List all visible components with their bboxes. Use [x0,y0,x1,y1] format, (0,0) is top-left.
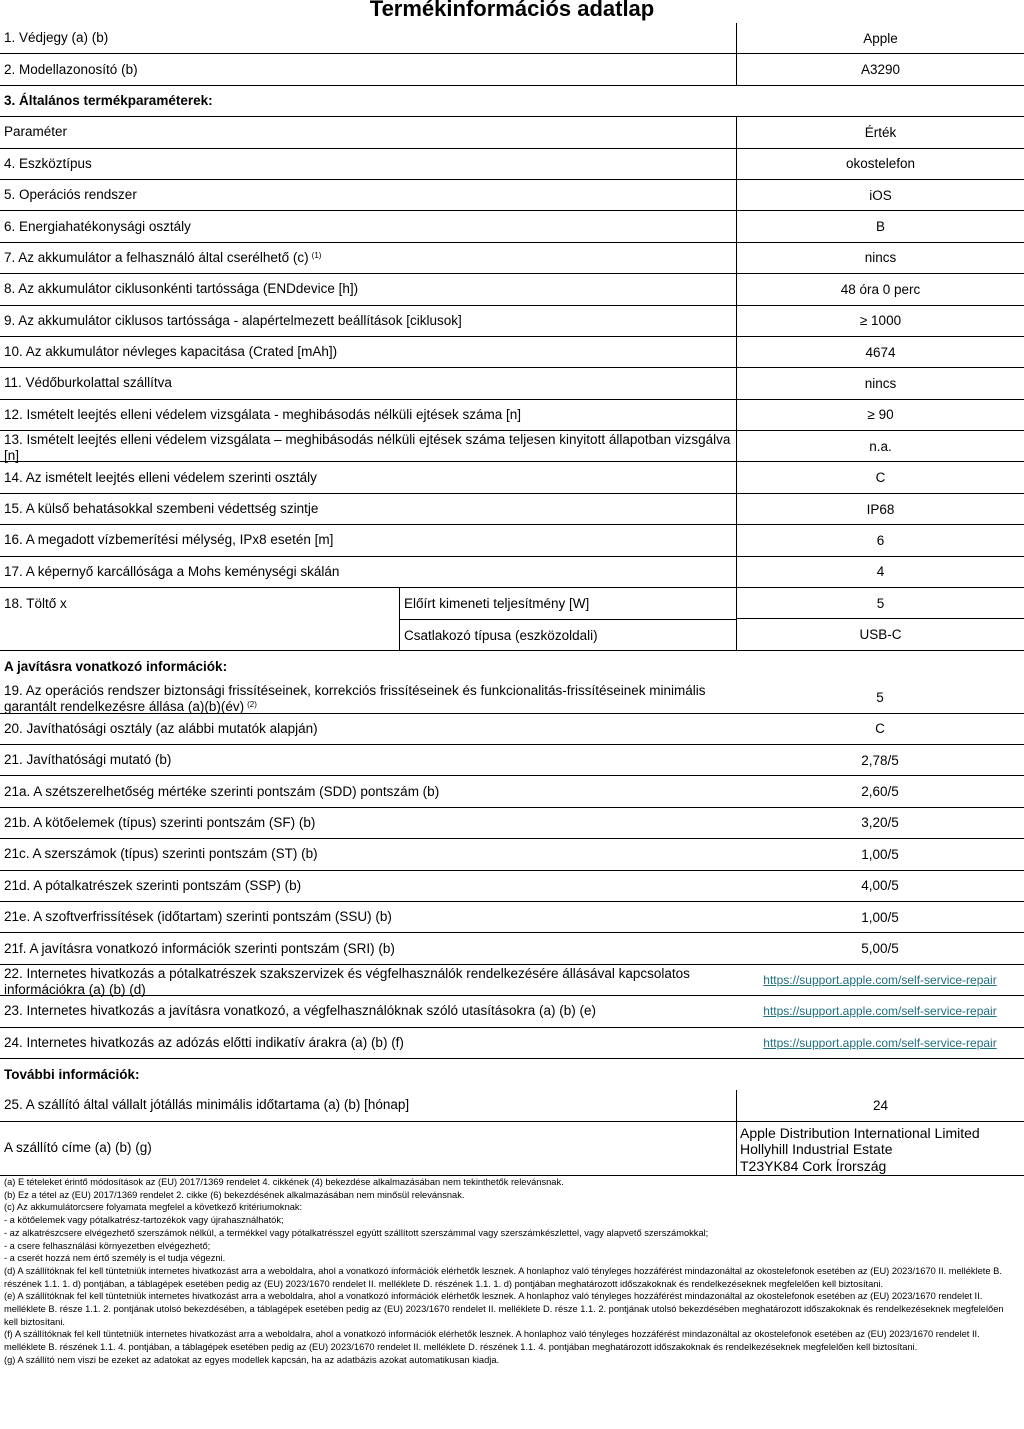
row-value: B [736,211,1024,241]
table-row [0,274,1024,305]
table-row [0,557,1024,588]
table-row [0,745,1024,776]
table-row [0,839,1024,870]
footnote-marker: (1) [311,250,322,260]
table-row [0,400,1024,431]
row-label: 25. A szállító által vállalt jótállás minimális időtartama (a) (b) [hónap] [4,1097,410,1113]
row-value: nincs [736,243,1024,273]
row-label: 15. A külső behatásokkal szembeni védettség szintje [4,501,319,517]
table-row [0,306,1024,337]
section-heading-row [0,1059,1024,1090]
row-value: 3,20/5 [861,815,899,831]
section-heading: 3. Általános termékparaméterek: [4,92,213,108]
table-row [0,714,1024,745]
row-label: 5. Operációs rendszer [4,187,137,203]
row-value: 6 [736,525,1024,555]
row-label: 18. Töltő x [4,595,67,611]
row-label: 23. Internetes hivatkozás a javításra vonatkozó, a végfelhasználóknak szóló utasításokra (a) (b) (e) [4,1003,597,1019]
table-row [0,211,1024,242]
page-title: Termékinformációs adatlap [369,0,655,21]
row-value: ≥ 1000 [736,306,1024,336]
footnote: (g) A szállító nem viszi be ezeket az adatokat az egyes modellek kapcsán, ha az adatbázis azokat automatikusan kiadja. [4,1354,500,1365]
table-row [0,1090,1024,1121]
row-label: 6. Energiahatékonysági osztály [4,218,191,234]
row-label: 4. Eszköztípus [4,155,92,171]
footnote: (c) Az akkumulátorcsere folyamata megfelel a következő kritériumoknak: [4,1202,303,1213]
self-service-repair-link[interactable]: https://support.apple.com/self-service-repair [763,1035,997,1050]
column-header-parameter: Paraméter [4,124,68,140]
row-value: Apple [736,23,1024,53]
table-row [0,902,1024,933]
footnote: - az alkatrészcsere elvégezhető szerszámok nélkül, a termékkel vagy pótalkatrésszel együtt szállított szerszámmal vagy szerszámkészlettel, vagy alapvető szerszámokkal; [4,1227,709,1238]
row-value: nincs [736,368,1024,398]
row-value: 48 óra 0 perc [736,274,1024,304]
charger-sub-label: Előírt kimeneti teljesítmény [W] [399,588,736,619]
product-info-table [0,23,1024,1176]
table-row [0,149,1024,180]
table-row [0,243,1024,274]
charger-row [0,588,1024,619]
footnotes [4,1176,1020,1367]
row-label-container [4,243,732,273]
row-value: 2,78/5 [861,752,899,768]
table-row [0,808,1024,839]
footnote: - a csere felhasználási környezetben elvégezhető; [4,1240,211,1251]
table-header-row [0,117,1024,148]
row-value: ≥ 90 [736,400,1024,430]
row-value: 5,00/5 [861,941,899,957]
address-line: T23YK84 Cork Írország [740,1157,887,1174]
row-label: 20. Javíthatósági osztály (az alábbi mutatók alapján) [4,720,318,736]
row-label: 21f. A javításra vonatkozó információk szerinti pontszám (SRI) (b) [4,940,395,956]
row-value: USB-C [736,619,1024,649]
table-row [0,180,1024,211]
row-label: 8. Az akkumulátor ciklusonkénti tartóssága (ENDdevice [h]) [4,281,359,297]
table-row [0,494,1024,525]
column-header-value: Érték [736,117,1024,147]
row-label: 11. Védőburkolattal szállítva [4,375,172,391]
table-row [0,933,1024,964]
table-row [0,1028,1024,1059]
row-value: 1,00/5 [861,846,899,862]
row-value: iOS [736,180,1024,210]
charger-sub-label: Csatlakozó típusa (eszközoldali) [399,619,736,649]
table-row [0,337,1024,368]
row-label: 1. Védjegy (a) (b) [4,30,109,46]
row-label: 13. Ismételt leejtés elleni védelem vizsgálata – meghibásodás nélküli ejtések száma teljesen kinyitott állapotban vizsgálva [n] [4,432,731,464]
row-label: 21. Javíthatósági mutató (b) [4,752,172,768]
self-service-repair-link[interactable]: https://support.apple.com/self-service-repair [763,972,997,987]
row-value: 4674 [736,337,1024,367]
footnote: (f) A szállítóknak fel kell tüntetniük internetes hivatkozást arra a weboldalra, ahol a vonatkozó információk elérhetők lesznek. A honlaphoz való tényleges hozzáférést mindazonáltal az okostelefonok esetében az (EU) 2023/1670 rendelet II. melléklete B. részének 1.1. 4. pontjában, a táblagépek esetében pedig az (EU) 2023/1670 rendelet II. melléklete D. részének 1.1. 4. pontjában meghatározott időszakoknak és rendelkezéseknek megfelelően kell biztosítani. [4,1329,980,1353]
row-label: 21a. A szétszerelhetőség mértéke szerinti pontszám (SDD) pontszám (b) [4,783,440,799]
address-line: Hollyhill Industrial Estate [740,1141,893,1158]
section-heading-row [0,651,1024,682]
row-label: 14. Az ismételt leejtés elleni védelem szerinti osztály [4,469,317,485]
footnote-marker: (2) [247,700,257,710]
row-value: 5 [876,689,884,705]
footnote: (a) E tételeket érintő módosítások az (EU) 2017/1369 rendelet 4. cikkének (4) bekezdése alkalmazásában nem tekinthetők relevánsnak. [4,1177,564,1187]
footnote: (d) A szállítóknak fel kell tüntetniük internetes hivatkozást arra a weboldalra, ahol a vonatkozó információk elérhetők lesznek. A honlaphoz való tényleges hozzáférést mindazonáltal az okostelefonok esetében az (EU) 2023/1670 II. melléklete B. részének 1.1. 1. d) pontjában, a táblagépek esetében pedig az (EU) 2023/1670 rendelet II. melléklete D. részének 1.1. 1. d) pontjában meghatározott időszakoknak és rendelkezéseknek megfelelően kell biztosítani. [4,1265,1002,1289]
table-row [0,965,1024,996]
supplier-address [736,1122,1024,1175]
row-value: 2,60/5 [861,784,899,800]
row-value: okostelefon [736,149,1024,179]
table-row [0,23,1024,54]
table-row [0,431,1024,462]
row-label: 21c. A szerszámok (típus) szerinti pontszám (ST) (b) [4,846,318,862]
row-value: 5 [736,588,1024,619]
row-label: 21b. A kötőelemek (típus) szerinti pontszám (SF) (b) [4,814,316,830]
table-row [0,996,1024,1027]
row-value: IP68 [736,494,1024,524]
row-label: A szállító címe (a) (b) (g) [4,1140,152,1156]
row-label: 24. Internetes hivatkozás az adózás előtti indikatív árakra (a) (b) (f) [4,1034,404,1050]
row-label: 10. Az akkumulátor névleges kapacitása (Crated [mAh]) [4,344,338,360]
table-row [0,525,1024,556]
row-label: 16. A megadott vízbemerítési mélység, IPx8 esetén [m] [4,532,334,548]
address-line: Apple Distribution International Limited [740,1124,980,1141]
table-row [0,462,1024,493]
row-label-container [4,682,732,715]
table-row [0,682,1024,713]
row-value: 4,00/5 [861,878,899,894]
row-label: 17. A képernyő karcállósága a Mohs keménységi skálán [4,563,340,579]
row-label: 21e. A szoftverfrissítések (időtartam) szerinti pontszám (SSU) (b) [4,909,392,925]
row-label: 22. Internetes hivatkozás a pótalkatrészek szakszervizek és végfelhasználók rendelkezésére állásával kapcsolatos információkra (a) (b) (d) [4,965,690,997]
footnote: (e) A szállítóknak fel kell tüntetniük internetes hivatkozást arra a weboldalra, ahol a vonatkozó információk elérhetők lesznek. A honlaphoz való tényleges hozzáférést mindazonáltal az okostelefonok esetében az (EU) 2023/1670 rendelet II. melléklete B. része 1.1. 2. pontjának utolsó bekezdésében, a táblagépek esetében pedig az (EU) 2023/1670 rendelet II. melléklete D. része 1.1. 2. pontjának utolsó bekezdésében meghatározott időszakoknak és rendelkezéseknek megfelelően kell biztosítani. [4,1291,1004,1327]
row-value: 24 [736,1090,1024,1120]
self-service-repair-link[interactable]: https://support.apple.com/self-service-repair [763,1004,997,1019]
row-label: 19. Az operációs rendszer biztonsági frissítéseinek, korrekciós frissítéseinek és funkcionalitás-frissítéseinek minimális garantált rendelkezésre állása (a)(b)(év) [4,683,706,715]
table-row [0,871,1024,902]
row-value: A3290 [736,54,1024,84]
row-label: 7. Az akkumulátor a felhasználó által cserélhető (c) [4,249,309,265]
charger-row [0,619,1024,650]
row-label: 9. Az akkumulátor ciklusos tartóssága - alapértelmezett beállítások [ciklusok] [4,312,462,328]
row-label: 21d. A pótalkatrészek szerinti pontszám (SSP) (b) [4,877,302,893]
row-value: 4 [736,557,1024,587]
row-value: C [736,462,1024,492]
table-row [0,368,1024,399]
row-label: 12. Ismételt leejtés elleni védelem vizsgálata - meghibásodás nélküli ejtések száma [n] [4,406,522,422]
table-row [0,776,1024,807]
row-value: C [875,721,885,737]
row-value: n.a. [736,431,1024,461]
row-label: 2. Modellazonosító (b) [4,61,138,77]
section-heading: A javításra vonatkozó információk: [4,658,228,674]
address-row [0,1122,1024,1176]
footnote: (b) Ez a tétel az (EU) 2017/1369 rendelet 2. cikke (6) bekezdésének alkalmazásában nem minősül relevánsnak. [4,1189,465,1200]
footnote: - a kötőelemek vagy pótalkatrész-tartozékok vagy újrahasználhatók; [4,1215,284,1226]
section-heading-row [0,86,1024,117]
footnote: - a cserét hozzá nem értő személy is el tudja végezni. [4,1253,226,1264]
section-heading: További információk: [4,1066,140,1082]
table-row [0,54,1024,85]
row-value: 1,00/5 [861,909,899,925]
